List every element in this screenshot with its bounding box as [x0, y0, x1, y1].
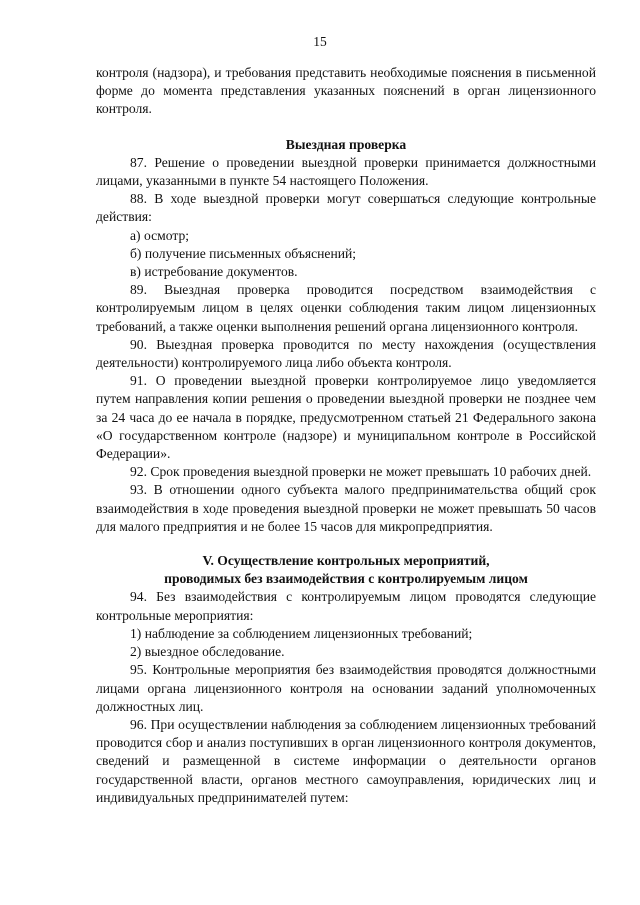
paragraph-96: 96. При осуществлении наблюдения за соблюдением лицензионных требований проводится сбор и анализ поступивших в орган лицензионного контроля документов, сведений и размещенной в системе информации о деятельности органов государственной власти, органов местного самоуправления, юридических лиц и индивидуальных предпринимателей путем: [96, 716, 596, 805]
page-number: 15 [313, 34, 327, 49]
list-item-88-c: в) истребование документов. [130, 264, 298, 280]
paragraph-89: 89. Выездная проверка проводится посредством взаимодействия с контролируемым лицом в целях оценки соблюдения таким лицом лицензионных требований, а также оценки выполнения решений органа лицензионного контроля. [96, 282, 596, 334]
intro-paragraph: контроля (надзора), и требования представить необходимые пояснения в письменной форме до момента представления указанных пояснений в орган лицензионного контроля. [96, 65, 596, 117]
section-heading-v-line-2: проводимых без взаимодействия с контролируемым лицом [164, 571, 528, 587]
section-heading-v-line-1: V. Осуществление контрольных мероприятий, [202, 553, 490, 569]
spacer [96, 536, 596, 552]
paragraph-92: 92. Срок проведения выездной проверки не может превышать 10 рабочих дней. [130, 464, 592, 480]
paragraph-90: 90. Выездная проверка проводится по месту нахождения (осуществления деятельности) контролируемого лица либо объекта контроля. [96, 336, 596, 371]
list-item-88-a: а) осмотр; [130, 227, 190, 243]
paragraph-91: 91. О проведении выездной проверки контролируемое лицо уведомляется путем направления копии решения о проведении выездной проверки не позднее чем за 24 часа до ее начала в порядке, предусмотренном статьей 21 Федерального закона «О государственном контроле (надзоре) и муниципальном контроле в Российской Федерации». [96, 373, 596, 462]
list-item-88-b: б) получение письменных объяснений; [130, 245, 357, 261]
paragraph-93: 93. В отношении одного субъекта малого предпринимательства общий срок взаимодействия в ходе проведения выездной проверки не может превышать 50 часов для малого предприятия и не более 15 часов для микропредприятия. [96, 482, 596, 534]
document-body [96, 64, 596, 807]
paragraph-95: 95. Контрольные мероприятия без взаимодействия проводятся должностными лицами органа лицензионного контроля на основании заданий уполномоченных должностных лиц. [96, 662, 596, 714]
section-heading-field-inspection: Выездная проверка [285, 136, 407, 152]
paragraph-94: 94. Без взаимодействия с контролируемым лицом проводятся следующие контрольные мероприятия: [96, 589, 596, 623]
list-item-94-2: 2) выездное обследование. [130, 644, 285, 660]
spacer [96, 119, 596, 136]
paragraph-87: 87. Решение о проведении выездной проверки принимается должностными лицами, указанными в пункте 54 настоящего Положения. [96, 154, 596, 189]
list-item-94-1: 1) наблюдение за соблюдением лицензионных требований; [130, 625, 473, 641]
paragraph-88: 88. В ходе выездной проверки могут совершаться следующие контрольные действия: [96, 191, 596, 225]
